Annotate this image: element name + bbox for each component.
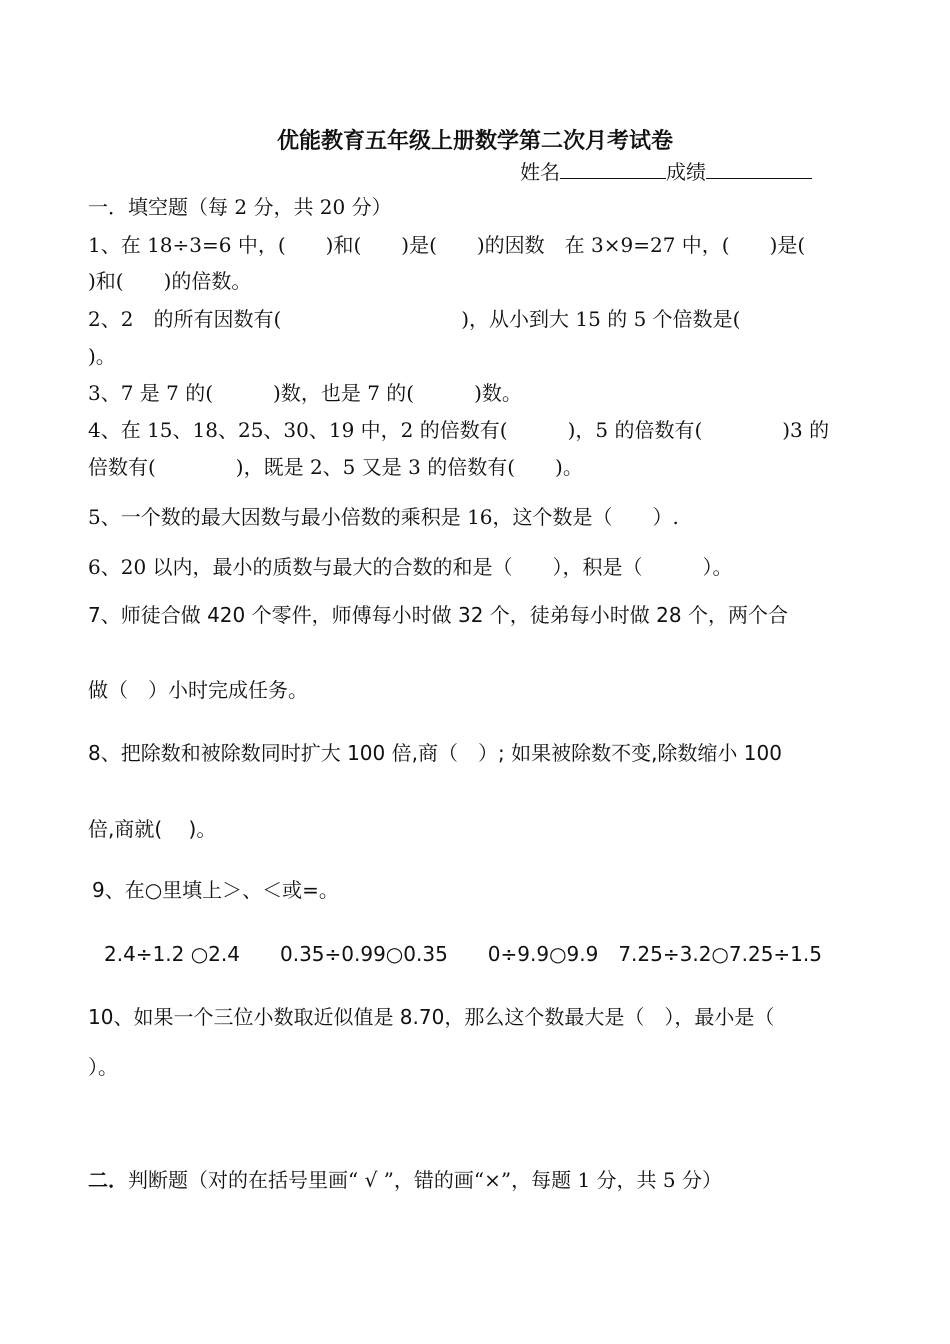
- name-score-line: [520, 156, 812, 185]
- question-1-line-2: )和( )的倍数。: [88, 269, 252, 293]
- question-5: 5、一个数的最大因数与最小倍数的乘积是 16，这个数是（ ）.: [88, 505, 679, 529]
- question-3: 3、7 是 7 的( )数，也是 7 的( )数。: [88, 381, 522, 405]
- question-4-line-2: 倍数有( )，既是 2、5 又是 3 的倍数有( )。: [88, 455, 583, 479]
- question-4-line-1: 4、在 15、18、25、30、19 中，2 的倍数有( )，5 的倍数有( )3 的: [88, 418, 830, 442]
- score-label: 成绩: [666, 160, 706, 184]
- section1-heading: 一．填空题（每 2 分，共 20 分）: [88, 195, 392, 219]
- section2-text: 判断题（对的在括号里画“ √ ”，错的画“×”，每题 1 分，共 5 分）: [128, 1168, 722, 1192]
- question-1-line-1: 1、在 18÷3=6 中，( )和( )是( )的因数 在 3×9=27 中，( )是(: [88, 233, 806, 257]
- question-6: 6、20 以内，最小的质数与最大的合数的和是（ ），积是（ ）。: [88, 555, 733, 579]
- question-8-line-2: 倍,商就( )。: [88, 817, 217, 841]
- section2-number: 二．: [88, 1168, 128, 1192]
- question-10-line-1: 10、如果一个三位小数取近似值是 8.70，那么这个数最大是（ ），最小是（: [88, 1005, 775, 1029]
- question-8-line-1: 8、把除数和被除数同时扩大 100 倍,商（ ）; 如果被除数不变,除数缩小 100: [88, 741, 782, 765]
- question-7-line-1: 7、师徒合做 420 个零件，师傅每小时做 32 个，徒弟每小时做 28 个，两个合: [88, 603, 788, 627]
- exam-title: 优能教育五年级上册数学第二次月考试卷: [276, 129, 673, 154]
- question-9: 9、在○里填上＞、＜或=。: [92, 878, 339, 902]
- name-label: 姓名: [520, 160, 560, 184]
- section2-heading: [88, 1161, 868, 1199]
- question-9-comparisons: 2.4÷1.2 ○2.4 0.35÷0.99○0.35 0÷9.9○9.9 7.25÷3.2○7.25÷1.5: [104, 942, 822, 966]
- question-10-line-2: ）。: [88, 1055, 118, 1079]
- name-blank[interactable]: [560, 160, 666, 179]
- score-blank[interactable]: [706, 160, 812, 179]
- question-2-line-2: )。: [88, 344, 116, 368]
- question-2-line-1: 2、2 的所有因数有( )，从小到大 15 的 5 个倍数是(: [88, 307, 741, 331]
- question-7-line-2: 做（ ）小时完成任务。: [88, 678, 308, 702]
